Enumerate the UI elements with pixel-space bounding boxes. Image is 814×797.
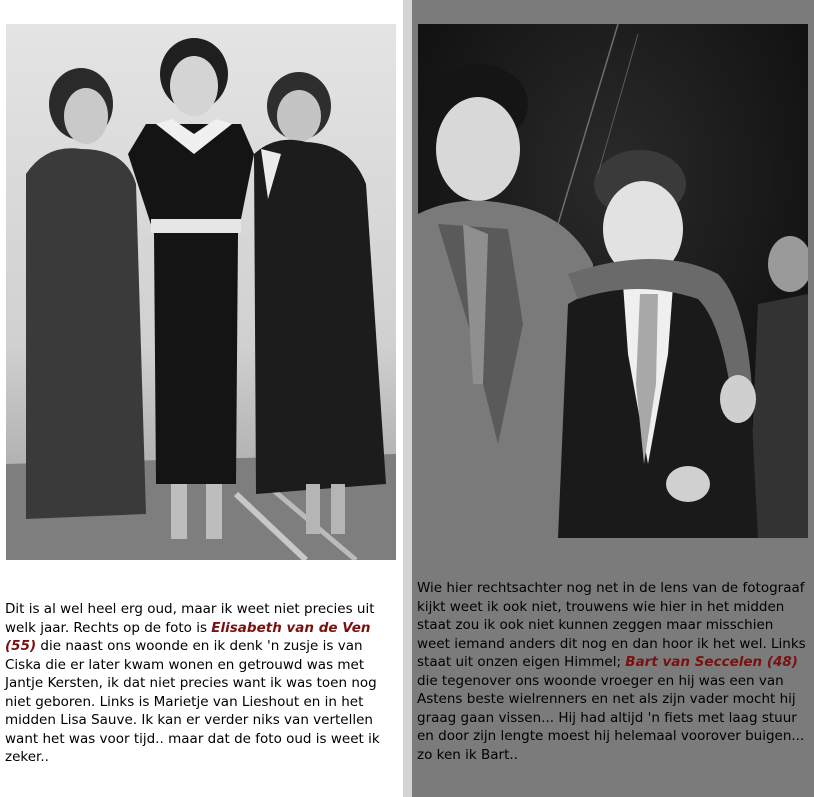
left-caption-name: Elisabeth van de Ven (55) [5,619,371,654]
left-caption-text-1: Dit is al wel heel erg oud, maar ik weet niet precies uit welk jaar. Rechts op de foto is [5,601,375,636]
left-caption [5,600,400,767]
right-caption-name: Bart van Seccelen (48) [625,654,798,670]
two-boys-photo [418,24,808,538]
two-boys-photo-image [418,24,808,538]
three-women-photo-image [6,24,396,560]
right-caption-text-1: Wie hier rechtsachter nog net in de lens van de fotograaf kijkt weet ik ook niet, trouwens wie hier in het midden staat zou ik ook niet kunnen zeggen maar misschien weet iemand anders dit nog en dan hoor ik het wel. Links staat uit onzen eigen Himmel; [417,580,806,670]
left-caption-text-2: die naast ons woonde en ik denk 'n zusje is van Ciska die er later kwam wonen en getrouwd was met Jantje Kersten, ik dat niet precies want ik was toen nog niet geboren. Links is Marietje van Lieshout en in het midden Lisa Sauve. Ik kan er verder niks van vertellen want het was voor tijd.. maar dat de foto oud is weet ik zeker.. [5,638,380,765]
right-caption [417,579,809,764]
three-women-photo [6,24,396,560]
panel-divider [403,0,412,797]
right-caption-text-2: die tegenover ons woonde vroeger en hij was een van Astens beste wielrenners en net als zijn vader mocht hij graag gaan vissen... Hij had altijd 'n fiets met laag stuur en door zijn lengte moest hij helemaal voorover buigen... zo ken ik Bart.. [417,672,805,763]
right-panel [412,0,814,797]
left-panel [0,0,403,797]
